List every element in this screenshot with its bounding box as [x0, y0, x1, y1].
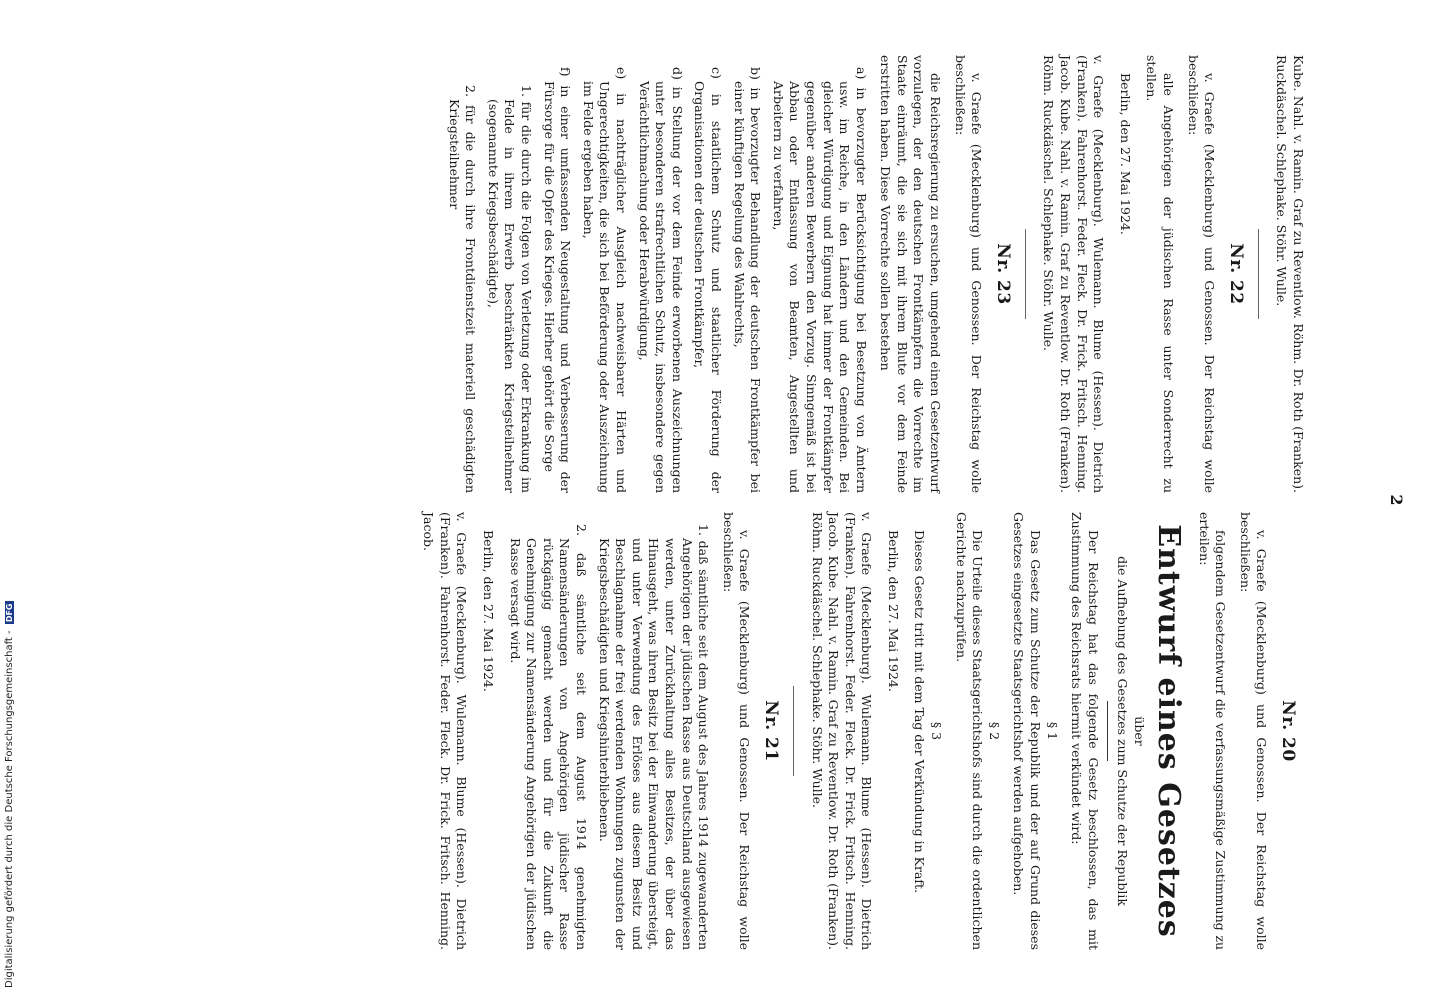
nr20-intro2: folgendem Gesetzentwurf die verfassungsmäßige Zustimmung zu erteilen: [1196, 512, 1229, 950]
nr20-preamble: Der Reichstag hat das folgende Gesetz beschlossen, das mit Zustimmung des Reichsrats hiermit verkündet wird: [1069, 512, 1101, 950]
nr21-item-1: 1. daß sämtliche seit dem August des Jahres 1914 zugewanderten Angehörigen der jüdischen Rasse aus Deutschland ausgewiesen werden, unter Zurückhaltung alles Besitzes, der über das Hinausgeht, was ihren Besitz bei der Einwanderung übersteigt, und unter Verwendung des Erlöses aus diesem Besitz und Beschlagnahme der frei werdenden Wohnungen zugunsten der Kriegsbeschädigten und Kriegshinterbliebenen. [596, 524, 712, 950]
nr21-signatories: v. Graefe (Mecklenburg). Wulemann. Blume (Hessen). Dietrich (Franken). Fahrenhorst. Feder. Fleck. Dr. Frick. Fritsch. Henning. Jacob. [421, 512, 470, 950]
nr23-body: die Reichsregierung zu ersuchen, umgehend einen Gesetzentwurf vorzulegen, der den deutschen Frontkämpfern die Vorrechte im Staate einräumt, die sie sich mit ihrem Blute vor dem Feinde erstritten haben. Diese Vorrechte sollen bestehen [878, 55, 944, 493]
law-title: Entwurf eines Gesetzes [1151, 524, 1187, 938]
section-2-text: Die Urteile dieses Staatsgerichtshofs sind durch die ordentlichen Gerichte nachzuprüfen. [953, 512, 986, 950]
section-3: § 3 [929, 721, 945, 741]
nr23-item-f: f) in einer umfassenden Neugestaltung und Verbesserung der Fürsorge für die Opfer des Krieges. Hierher gehört die Sorge [541, 67, 574, 493]
nr21-date: Berlin, den 27. Mai 1924. [481, 530, 497, 692]
divider [1258, 229, 1259, 319]
nr22-date: Berlin, den 27. Mai 1924. [1117, 73, 1133, 235]
nr23-intro: v. Graefe (Mecklenburg) und Genossen. Der Reichstag wolle beschließen: [952, 55, 985, 493]
credit-text: Digitalisierung gefördert durch die Deutsche Forschungsgemeinschaft - [4, 630, 15, 988]
divider [1107, 701, 1108, 761]
page-number: 2 [1387, 494, 1406, 506]
digitization-credit [4, 602, 15, 989]
heading-nr22: Nr. 22 [1225, 243, 1246, 305]
nr23-item-e: e) in nachträglicher Ausgleich nachweisbarer Härten und Ungerechtigkeiten, die sich bei Beförderung oder Auszeichnung im Felde ergeben haben, [580, 67, 629, 493]
nr21-item-2: 2. daß sämtliche seit dem August 1914 genehmigten Namensänderungen von Angehörigen jüdischer Rasse rückgängig gemacht werden und für die Zukunft die Genehmigung zur Namensänderung Angehörigen der jüdischen Rasse versagt wird. [507, 524, 589, 950]
divider [793, 686, 794, 776]
nr22-signatories: v. Graefe (Mecklenburg). Wulemann. Blume (Hessen). Dietrich (Franken). Fahrenhorst. Feder. Fleck. Dr. Frick. Fritsch. Henning. Jacob. Kube. Nahl. v. Ramin. Graf zu Reventlow. Dr. Roth (Franken). Röhm. Ruckdäschel. Schlephake. Stöhr. Wulle. [1041, 55, 1107, 493]
nr23-item-b: b) in bevorzugter Behandlung der deutschen Frontkämpfer bei einer künftigen Regelung des Wahlrechts, [731, 67, 764, 493]
column-left [439, 55, 1306, 493]
nr20-date: Berlin, den 27. Mai 1924. [885, 530, 901, 692]
nr23-item-d: d) in Stellung der vor dem Feinde erworbenen Auszeichnungen unter besonderen strafrechtlichen Schutz, insbesondere gegen Verächtlichmachung oder Herabwürdigung, [636, 67, 685, 493]
section-2: § 2 [986, 721, 1002, 741]
nr22-intro: v. Graefe (Mecklenburg) und Genossen. Der Reichstag wolle beschließen: [1185, 55, 1218, 493]
divider [1025, 229, 1026, 319]
law-subtitle: die Aufhebung des Gesetzes zum Schutze der Republik [1115, 556, 1131, 906]
nr22-body: alle Angehörigen der jüdischen Rasse unter Sonderrecht zu stellen. [1144, 55, 1177, 493]
section-1-text: Das Gesetz zum Schutze der Republik und der auf Grund dieses Gesetzes eingesetzte Staatsgerichtshof werden aufgehoben. [1011, 512, 1044, 950]
nr20-signatories: v. Graefe (Mecklenburg). Wulemann. Blume (Hessen). Dietrich (Franken). Fahrenhorst. Feder. Fleck. Dr. Frick. Fritsch. Henning. Jacob. Kube. Nahl. v. Ramin. Graf zu Reventlow. Dr. Roth (Franken). Röhm. Ruckdäschel. Schlephake. Stöhr. Wulle. [809, 512, 875, 950]
column-right [412, 512, 1306, 950]
section-3-text: Dieses Gesetz tritt mit dem Tag der Verkündung in Kraft. [912, 530, 928, 894]
carry-signatories: Kube. Nahl. v. Ramin. Graf zu Reventlow. Röhm. Dr. Roth (Franken). Ruckdäschel. Schlephake. Stöhr. Wulle. [1274, 55, 1306, 493]
nr23-item-f1: 1. für die durch die Folgen von Verletzung oder Erkrankung im Felde in ihrem Erwerb beschränkten Kriegsteilnehmer (sogenannte Kriegsbeschädigte), [485, 85, 535, 493]
section-1: § 1 [1044, 721, 1060, 741]
nr21-intro: v. Graefe (Mecklenburg) und Genossen. Der Reichstag wolle beschließen: [720, 512, 753, 950]
nr23-item-f2: 2. für die durch ihre Frontdienstzeit materiell geschädigten Kriegsteilnehmer [446, 85, 479, 493]
dfg-logo: DFG [5, 603, 14, 623]
law-ueber: über [1132, 716, 1148, 746]
nr23-item-c: c) in staatlichem Schutz und staatlicher Förderung der Organisationen der deutschen Frontkämpfer, [692, 67, 724, 493]
nr20-intro: v. Graefe (Mecklenburg) und Genossen. Der Reichstag wolle beschließen: [1237, 512, 1270, 950]
heading-nr21: Nr. 21 [760, 700, 781, 762]
nr23-item-a: a) in bevorzugter Berücksichtigung bei Besetzung von Ämtern usw. im Reiche, in den Ländern und den Gemeinden. Bei gleicher Würdigung und Eignung hat immer der Frontkämpfer gegenüber anderen Bewerbern den Vorzug. Sinngemäß ist bei Abbau oder Entlassung von Beamten, Angestellten und Arbeitern zu verfahren, [770, 67, 869, 493]
heading-nr23: Nr. 23 [992, 243, 1013, 305]
heading-nr20: Nr. 20 [1278, 700, 1298, 762]
